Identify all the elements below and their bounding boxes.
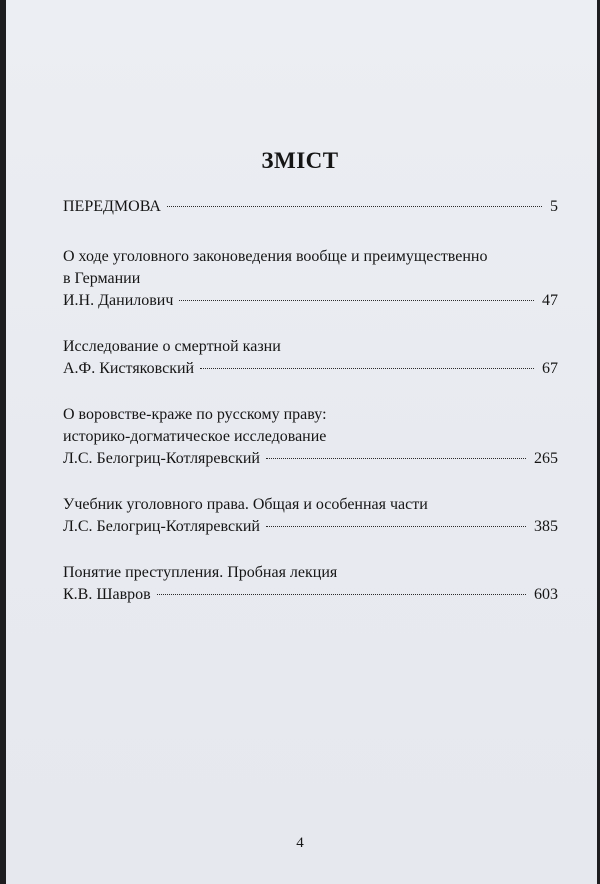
dot-leader (167, 206, 542, 207)
dot-leader (266, 458, 526, 459)
toc-page-number: 67 (542, 360, 558, 377)
toc-page-number: 603 (534, 586, 558, 603)
page-title: ЗМІСТ (261, 148, 339, 173)
page-number: 4 (296, 835, 304, 851)
table-of-contents (63, 196, 558, 606)
toc-page-number: 265 (534, 450, 558, 467)
toc-entry-author: И.Н. Данилович (63, 292, 174, 309)
toc-entry-author: Л.С. Белогриц-Котляревский (63, 450, 260, 467)
toc-entry-author: А.Ф. Кистяковский (63, 360, 195, 377)
toc-entry-title-line: историко-догматическое исследование (63, 428, 327, 445)
toc-entry-title: ПЕРЕДМОВА (63, 198, 161, 215)
toc-entry-4 (63, 494, 558, 538)
dot-leader (179, 300, 534, 301)
toc-entry-title-line: Понятие преступления. Пробная лекция (63, 564, 338, 581)
toc-entry-3 (63, 404, 558, 470)
toc-entry-author: Л.С. Белогриц-Котляревский (63, 518, 260, 535)
toc-entry-preface (63, 196, 558, 218)
toc-entry-1 (63, 246, 558, 312)
toc-page-number: 5 (550, 198, 558, 215)
toc-entry-title-line: Исследование о смертной казни (63, 338, 281, 355)
toc-entry-title-line: Учебник уголовного права. Общая и особенная части (63, 496, 428, 513)
toc-page-number: 385 (534, 518, 558, 535)
toc-entry-title-line: О ходе уголовного законоведения вообще и преимущественно (63, 248, 488, 265)
toc-entry-title-line: в Германии (63, 270, 141, 287)
toc-entry-5 (63, 562, 558, 606)
toc-entry-2 (63, 336, 558, 380)
dot-leader (200, 368, 534, 369)
toc-entry-title-line: О воровстве-краже по русскому праву: (63, 406, 327, 423)
page-left-edge (0, 0, 6, 884)
dot-leader (157, 594, 526, 595)
dot-leader (266, 526, 526, 527)
toc-entry-author: К.В. Шавров (63, 586, 151, 603)
toc-page-number: 47 (542, 292, 558, 309)
